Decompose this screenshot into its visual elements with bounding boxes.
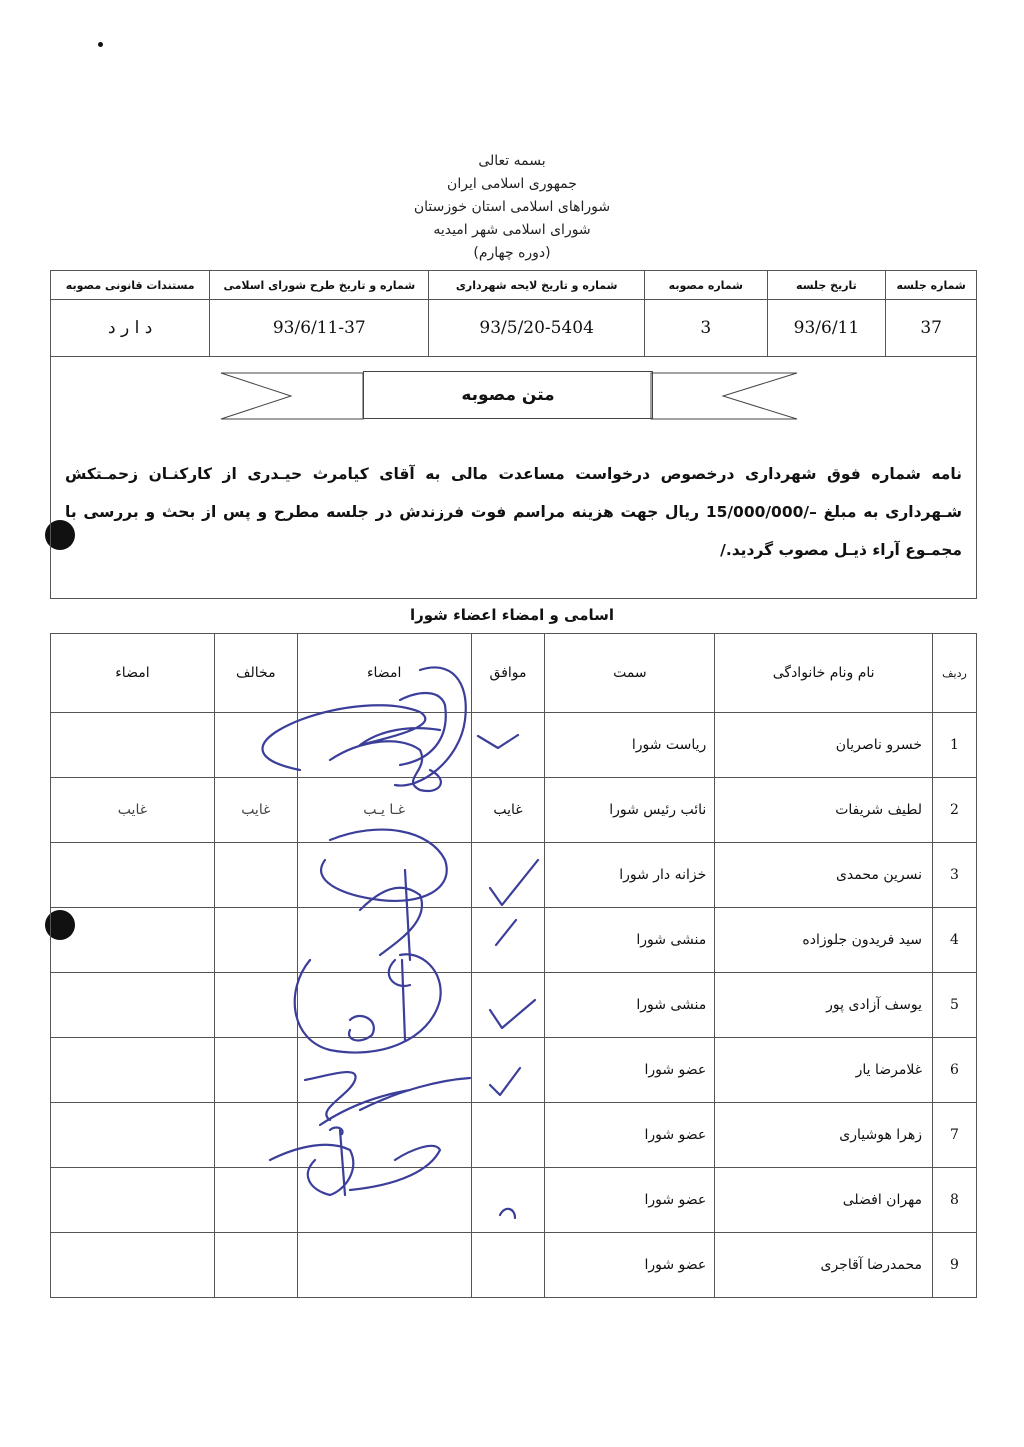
value-session-number: 37	[886, 300, 977, 357]
document-header	[0, 150, 1024, 265]
member-position: ریاست شورا	[545, 713, 715, 778]
table-row	[51, 1038, 977, 1103]
value-session-date: 93/6/11	[767, 300, 886, 357]
resolution-text: نامه شماره فوق شهرداری درخصوص درخواست مساعدت مالی به آقای کیامرث حیـدری از کارکنـان زحمـتکش شـهرداری به مبلغ –/15/000/000 ریال جهت هزینه مراسم فوت فرزندش در جلسه مطرح و پس از بحث و بررسی با مجمـوع آراء ذیـل مصوب گردید./	[65, 465, 962, 559]
resolution-title: متن مصوبه	[363, 371, 653, 419]
header-signature-oppose: امضاء	[51, 634, 215, 713]
header-city-council: شورای اسلامی شهر امیدیه	[433, 222, 591, 238]
table-row	[51, 1168, 977, 1233]
header-term: (دوره چهارم)	[473, 245, 551, 261]
header-session-date: تاریخ جلسه	[767, 271, 886, 300]
row-number: 6	[933, 1038, 977, 1103]
row-number: 5	[933, 973, 977, 1038]
member-name: خسرو ناصریان	[715, 713, 933, 778]
signature-cell	[51, 973, 215, 1038]
oppose-cell	[214, 1103, 297, 1168]
row-number: 9	[933, 1233, 977, 1298]
oppose-cell	[214, 843, 297, 908]
signature-cell: غـا یـب	[297, 778, 471, 843]
agree-cell	[471, 1038, 545, 1103]
signature-cell	[297, 713, 471, 778]
signature-cell	[297, 843, 471, 908]
member-position: عضو شورا	[545, 1038, 715, 1103]
signature-cell: غایب	[51, 778, 215, 843]
member-position: خزانه دار شورا	[545, 843, 715, 908]
member-position: منشی شورا	[545, 908, 715, 973]
signature-cell	[51, 713, 215, 778]
signature-cell	[297, 908, 471, 973]
agree-cell: غایب	[471, 778, 545, 843]
oppose-cell: غایب	[214, 778, 297, 843]
member-position: نائب رئیس شورا	[545, 778, 715, 843]
oppose-cell	[214, 1168, 297, 1233]
agree-cell	[471, 1233, 545, 1298]
value-municipality-bill: 93/5/20-5404	[429, 300, 645, 357]
table-row	[51, 843, 977, 908]
member-name: غلامرضا یار	[715, 1038, 933, 1103]
signature-cell	[51, 908, 215, 973]
oppose-cell	[214, 1233, 297, 1298]
table-row	[51, 908, 977, 973]
member-position: عضو شورا	[545, 1233, 715, 1298]
member-position: عضو شورا	[545, 1168, 715, 1233]
header-row-number: ردیف	[933, 634, 977, 713]
table-row	[51, 1103, 977, 1168]
member-name: لطیف شریفات	[715, 778, 933, 843]
agree-cell	[471, 843, 545, 908]
row-number: 2	[933, 778, 977, 843]
member-name: زهرا هوشیاری	[715, 1103, 933, 1168]
signature-cell	[297, 973, 471, 1038]
header-municipality-bill: شماره و تاریخ لایحه شهرداری	[429, 271, 645, 300]
signature-cell	[297, 1038, 471, 1103]
members-table	[50, 633, 977, 1298]
member-name: محمدرضا آقاجری	[715, 1233, 933, 1298]
header-council-plan: شماره و تاریخ طرح شورای اسلامی	[210, 271, 429, 300]
value-legal-documents: د ا ر د	[51, 300, 210, 357]
agree-cell	[471, 908, 545, 973]
header-full-name: نام ونام خانوادگی	[715, 634, 933, 713]
oppose-cell	[214, 713, 297, 778]
signature-cell	[51, 1038, 215, 1103]
table-row	[51, 973, 977, 1038]
row-number: 8	[933, 1168, 977, 1233]
signature-cell	[51, 1233, 215, 1298]
signature-cell	[297, 1168, 471, 1233]
header-signature-agree: امضاء	[297, 634, 471, 713]
header-resolution-number: شماره مصوبه	[645, 271, 767, 300]
agree-cell	[471, 973, 545, 1038]
row-number: 4	[933, 908, 977, 973]
signature-cell	[297, 1233, 471, 1298]
oppose-cell	[214, 973, 297, 1038]
value-resolution-number: 3	[645, 300, 767, 357]
speck	[98, 42, 103, 47]
oppose-cell	[214, 1038, 297, 1103]
header-province: شوراهای اسلامی استان خوزستان	[413, 199, 611, 215]
oppose-cell	[214, 908, 297, 973]
member-name: یوسف آزادی پور	[715, 973, 933, 1038]
row-number: 1	[933, 713, 977, 778]
agree-cell	[471, 713, 545, 778]
table-row	[51, 1233, 977, 1298]
header-position: سمت	[545, 634, 715, 713]
header-agree: موافق	[471, 634, 545, 713]
table-row	[51, 713, 977, 778]
header-country: جمهوری اسلامی ایران	[447, 176, 577, 192]
agree-cell	[471, 1103, 545, 1168]
value-council-plan: 93/6/11-37	[210, 300, 429, 357]
signature-cell	[297, 1103, 471, 1168]
member-name: مهران افضلی	[715, 1168, 933, 1233]
signature-cell	[51, 843, 215, 908]
row-number: 7	[933, 1103, 977, 1168]
header-session-number: شماره جلسه	[886, 271, 977, 300]
signature-cell	[51, 1103, 215, 1168]
header-basmala: بسمه تعالی	[478, 153, 546, 169]
member-position: عضو شورا	[545, 1103, 715, 1168]
header-oppose: مخالف	[214, 634, 297, 713]
session-info-table	[50, 270, 977, 357]
member-name: نسرین محمدی	[715, 843, 933, 908]
resolution-box	[50, 355, 977, 599]
agree-cell	[471, 1168, 545, 1233]
member-position: منشی شورا	[545, 973, 715, 1038]
table-row	[51, 778, 977, 843]
member-name: سید فریدون جلوزاده	[715, 908, 933, 973]
signature-cell	[51, 1168, 215, 1233]
row-number: 3	[933, 843, 977, 908]
members-title: اسامی و امضاء اعضاء شورا	[409, 606, 615, 624]
header-legal-documents: مستندات قانونی مصوبه	[51, 271, 210, 300]
